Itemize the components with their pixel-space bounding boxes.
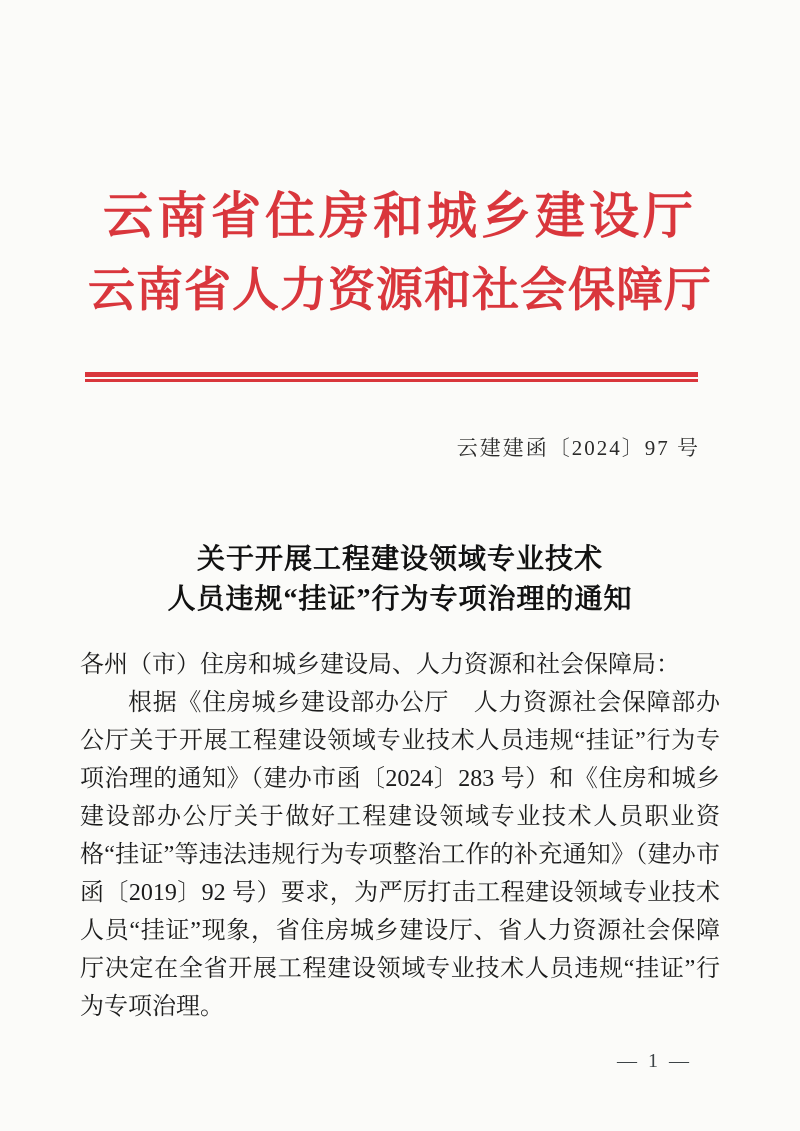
rule-thin-line [85,379,698,382]
salutation-line: 各州（市）住房和城乡建设局、人力资源和社会保障局： [80,652,680,678]
document-reference-number: 云建建函〔2024〕97 号 [456,436,700,460]
body-paragraph: 根据《住房城乡建设部办公厅 人力资源社会保障部办公厅关于开展工程建设领域专业技术人员违规“挂证”行为专项治理的通知》（建办市函〔2024〕283 号）和《住房和城乡建设部办公厅关于做好工程建设领域专业技术人员职业资格“挂证”等违法违规行为专项整治工作的补充通知》（建办市函〔2019〕92 号）要求，为严厉打击工程建设领域专业技术人员“挂证”现象，省住房城乡建设厅、省人力资源社会保障厅决定在全省开展工程建设领域专业技术人员违规“挂证”行为专项治理。 [80,690,720,1020]
page-number: — 1 — [617,1050,692,1072]
agency-name-line1: 云南省住房和城乡建设厅 [103,188,697,244]
document-body [80,646,720,1026]
agency-name-line2: 云南省人力资源和社会保障厅 [88,265,712,317]
document-title [0,540,800,620]
red-double-rule-divider [85,372,698,382]
document-title-line2: 人员违规“挂证”行为专项治理的通知 [167,584,633,615]
letterhead [0,188,800,319]
document-title-line1: 关于开展工程建设领域专业技术 [196,544,603,575]
